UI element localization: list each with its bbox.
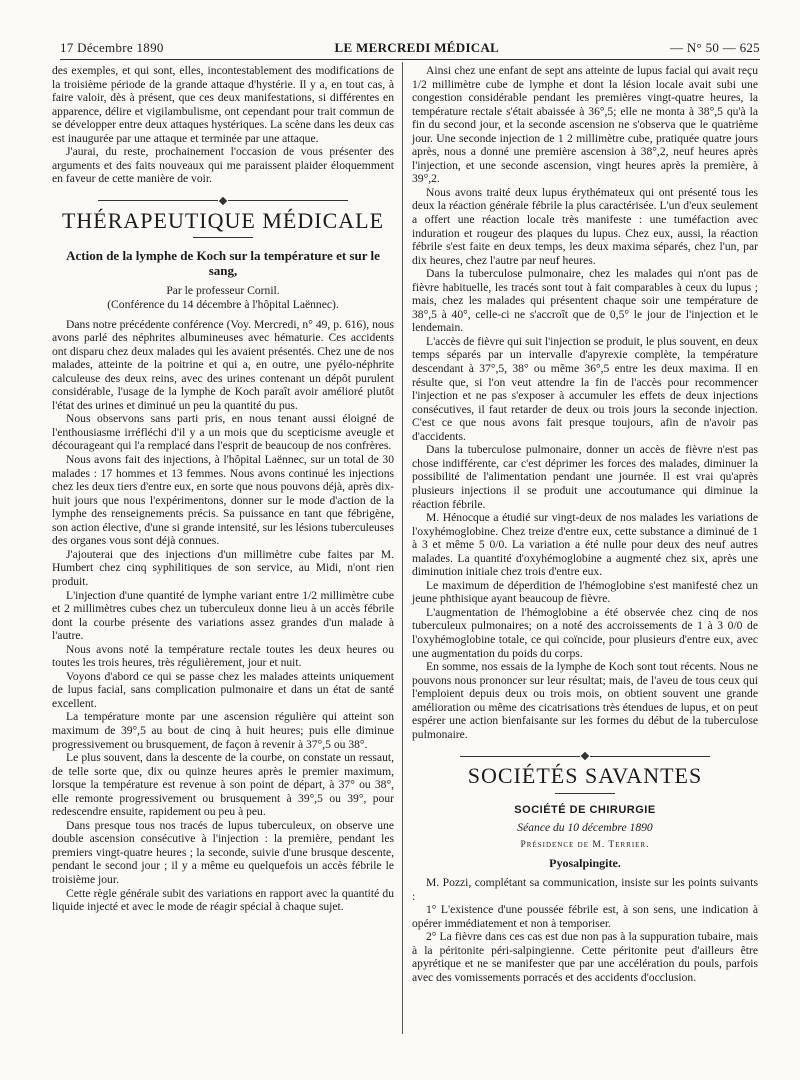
paragraph: L'augmentation de l'hémoglobine a été observée chez cinq de nos tuberculeux pulmonaires; on a noté des accroissements de 1 à 3 0/0 de l'oxyhémoglobine totale, ce qui coïncide, pour plusieurs d'entre eux, avec une augmentation du poids du corps. xyxy=(412,605,758,660)
session-date: Séance du 10 décembre 1890 xyxy=(517,821,653,835)
paragraph: Dans presque tous nos tracés de lupus tuberculeux, on observe une double ascension consécutive à l'injection : la première, pendant les premiers vingt-quatre heures ; la seconde, suivie d'une brusque descente, pendant le second jour ; il y a même eu quelquefois un accès fébrile le troisième jour. xyxy=(52,818,394,886)
paragraph: En somme, nos essais de la lymphe de Koch sont tout récents. Nous ne pouvons nous prononcer sur leur résultat; mais, de l'aveu de tous ceux qui l'emploient depuis deux ou trois mois, on obtient souvent une grande amélioration ou même des cicatrisations très étendues de lupus, et on peut espérer une action bienfaisante sur les formes du début de la tuberculose pulmonaire. xyxy=(412,660,758,741)
paragraph: Cette règle générale subit des variations en rapport avec la quantité du liquide injecté et avec le mode de réagir spécial à chaque sujet. xyxy=(52,886,394,914)
paragraph: Voyons d'abord ce qui se passe chez les malades atteints uniquement de lupus facial, sans complication pulmonaire et dans un état de santé excellent. xyxy=(52,669,394,710)
paragraph: Nous avons traité deux lupus érythémateux qui ont présenté tous les deux la réaction générale fébrile la plus caractérisée. L'un d'eux seulement a offert une réaction locale très manifeste : une tuméfaction avec induration et rougeur des plaques du lupus. Chez eux, aussi, la réaction fébrile s'est faite en deux temps, les deux maxima séparés, chez l'un, par dix heures, chez l'autre par neuf heures. xyxy=(412,185,758,267)
paragraph: J'ajouterai que des injections d'un millimètre cube faites par M. Humbert chez cinq syphilitiques de son service, au Midi, n'ont rien produit. xyxy=(52,547,394,588)
paragraph: 1° L'existence d'une poussée fébrile est, à son sens, une indication à opérer immédiatement et non à temporiser. xyxy=(412,903,758,930)
section-title: SOCIÉTÉS SAVANTES xyxy=(467,763,703,789)
paragraph: Le plus souvent, dans la descente de la courbe, on constate un ressaut, de telle sorte que, dix ou quinze heures après le premier maximum, lorsque la température est revenue à son point de départ, à 37° ou 38°, elle remonte progressivement ou brusquement à 39°,5 ou 39°, pour redescendre ensuite, rapidement ou peu à peu. xyxy=(52,751,394,819)
society-name: SOCIÉTÉ DE CHIRURGIE xyxy=(514,803,656,816)
paragraph: Nous observons sans parti pris, en nous tenant aussi éloigné de l'enthousiasme irréfléchi d'il y a un mois que du scepticisme aveugle et décourageant qui l'a remplacé dans l'esprit de beaucoup de nos confrères. xyxy=(52,412,394,453)
paragraph: L'injection d'une quantité de lymphe variant entre 1/2 millimètre cube et 2 millimètres cubes chez un tuberculeux donne lieu à un accès fébrile dont la courbe présente des variations assez grandes d'un malade à l'autre. xyxy=(52,588,394,643)
header-date: 17 Décembre 1890 xyxy=(60,40,164,55)
paragraph: Nous avons fait des injections, à l'hôpital Laënnec, sur un total de 30 malades : 17 hommes et 13 femmes. Nous avons continué les injections chez les deux tiers d'entre eux, en sorte que nous pouvons déjà, après dix-huit jours que nous l'expérimentons, donner sur le mode d'action de la lymphe des renseignements précis. Sa puissance en tant que fébrigène, son action élective, d'une si grande intensité, sur les lésions tuberculeuses des organes vous sont déjà connues. xyxy=(52,453,394,548)
paragraph: Dans notre précédente conférence (Voy. Mercredi, n° 49, p. 616), nous avons parlé des néphrites albumineuses avec hématurie. Ces accidents ont disparu chez deux malades qui les avaient présentés. Chez une de nos malades, atteinte de la poitrine et qui a, en outre, une pyélo-néphrite calculeuse des deux reins, avec des urines contenant un dépôt purulent considérable, l'usage de la lymphe de Koch paraît avoir amélioré plutôt l'état des urines et diminué un peu la quantité du pus. xyxy=(52,317,394,412)
paragraph: 2° La fièvre dans ces cas est due non pas à la suppuration tubaire, mais à la péritonite péri-salpingienne. Cette péritonite peut d'ailleurs être apyrétique et ne se manifester que par une accélération du pouls, parfois avec des vomissements porracés et des accidents d'occlusion. xyxy=(412,930,758,984)
paragraph: M. Pozzi, complétant sa communication, insiste sur les points suivants : xyxy=(412,876,758,903)
section-title: THÉRAPEUTIQUE MÉDICALE xyxy=(61,207,385,233)
article-conference: (Conférence du 14 décembre à l'hôpital Laënnec). xyxy=(107,298,339,312)
ornament-divider xyxy=(412,753,758,759)
paragraph: Le maximum de déperdition de l'hémoglobine s'est manifesté chez un jeune phthisique ayant beaucoup de fièvre. xyxy=(412,578,758,606)
title-rule xyxy=(555,793,615,794)
presidency: Présidence de M. Terrier. xyxy=(520,839,650,850)
paragraph: Nous avons noté la température rectale toutes les deux heures ou toutes les trois heures, très régulièrement, jour et nuit. xyxy=(52,642,394,670)
title-rule xyxy=(193,237,253,238)
paragraph: Dans la tuberculose pulmonaire, chez les malades qui n'ont pas de fièvre habituelle, les tracés sont tout à fait comparables à ceux du lupus ; mais, chez les malades qui présentent chaque soir une température de 38°,5 à 40°, celle-ci ne s'accroît que de 0,5° le jour de l'injection et le lendemain. xyxy=(412,267,758,335)
paragraph: Ainsi chez une enfant de sept ans atteinte de lupus facial qui avait reçu 1/2 millimètre cube de lymphe et dont la lésion locale avait subi une congestion considérable pendant les premières vingt-quatre heures, la température rectale s'était abaissée à 36°,5; elle ne monta à 38°,5 qu'à la fin du second jour, et la seconde ascension ne s'observa que le quatrième jour. Une seconde injection de 1 2 millimètre cube, pratiquée quatre jours après, nous a donné une première ascension à 38°,2, neuf heures après l'injection, et une seconde ascension, vingt heures après la première, à 39°,2. xyxy=(412,64,758,186)
article-author: Par le professeur Cornil. xyxy=(166,284,280,298)
paragraph: La température monte par une ascension régulière qui atteint son maximum de 39°,5 au bout de cinq à huit heures; puis elle diminue progressivement ou brusquement, de façon à revenir à 37°,5 ou 38°. xyxy=(52,710,394,751)
left-column xyxy=(52,64,394,914)
paragraph: L'accès de fièvre qui suit l'injection se produit, le plus souvent, en deux temps séparés par un intervalle d'apyrexie complète, la température descendant à 37°,5, 38° ou même 36°,5 entre les deux maxima. Il en résulte que, si l'on veut attendre la fin de l'accès pour recommencer l'injection et ne pas s'exposer à accumuler les effets de deux injections consécutives, il faut retarder de deux ou trois jours la seconde injection. C'est ce que nous avons fait presque toujours, afin de n'avoir pas d'accidents. xyxy=(412,334,758,443)
paragraph: des exemples, et qui sont, elles, incontestablement des modifications de la troisième période de la grande attaque d'hystérie. Il y a, en tout cas, à faire valoir, dès à présent, que ces deux manifestations, si différentes en apparence, délire et vigilambulisme, ont cependant pour trait commun de se développer entre deux attaques hystériques. La scène dans les deux cas est inaugurée par une attaque et terminée par une attaque. xyxy=(52,64,394,145)
header-journal-title: LE MERCREDI MÉDICAL xyxy=(334,40,500,55)
right-column xyxy=(412,64,758,984)
article-title: Action de la lymphe de Koch sur la température et sur le sang, xyxy=(66,248,380,279)
running-header xyxy=(60,38,760,60)
topic-title: Pyosalpingite. xyxy=(549,855,621,870)
paragraph: Dans la tuberculose pulmonaire, donner un accès de fièvre n'est pas chose indifférente, car c'est déprimer les forces des malades, diminuer la possibilité de l'alimentation pendant une journée. Il est vrai qu'après plusieurs injections il se produit une accoutumance qui diminue la réaction fébrile. xyxy=(412,443,758,511)
ornament-divider xyxy=(52,198,394,204)
header-issue-page: — N° 50 — 625 xyxy=(669,40,760,55)
paragraph: M. Hénocque a étudié sur vingt-deux de nos malades les variations de l'oxyhémoglobine. Chez treize d'entre eux, cette substance a diminué de 1 à 3 et même 5 0/0. La variation a été nulle pour deux des neuf autres malades. La quantité d'oxyhémoglobine a augmenté chez six, après une diminution initiale chez trois d'entre eux. xyxy=(412,511,758,579)
column-divider xyxy=(402,62,403,1034)
paragraph: J'aurai, du reste, prochainement l'occasion de vous présenter des arguments et des faits nouveaux qui me paraissent plaider éloquemment en faveur de cette manière de voir. xyxy=(52,145,394,186)
